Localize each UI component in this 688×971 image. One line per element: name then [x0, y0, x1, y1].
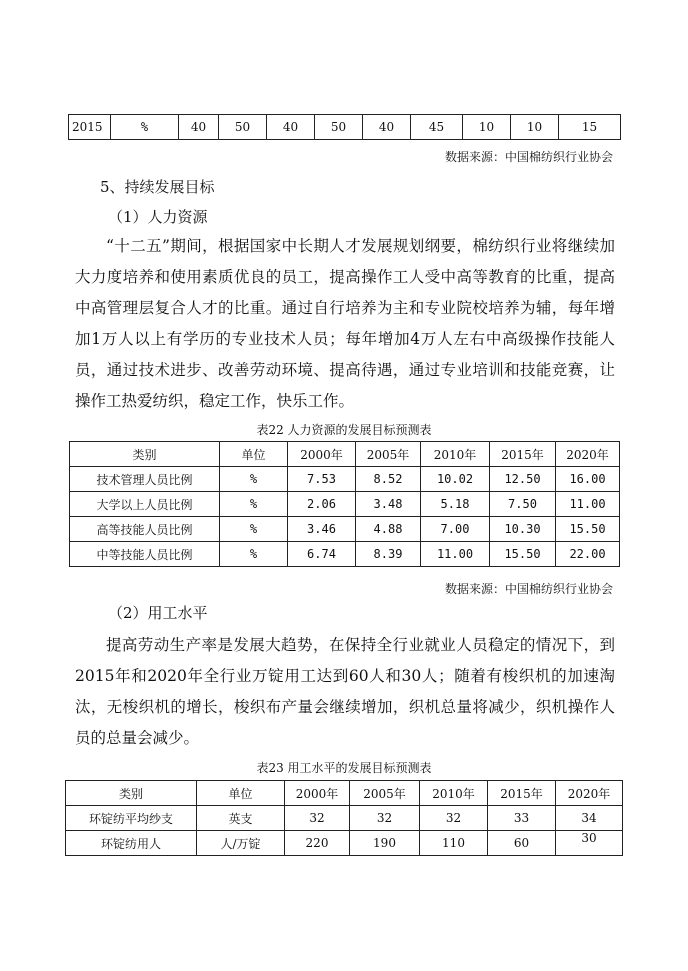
- table-cell: 40: [267, 115, 315, 140]
- table-cell: 15.50: [556, 517, 620, 542]
- table-cell: %: [220, 467, 288, 492]
- column-header: 2015年: [490, 442, 556, 467]
- data-source-note: 数据来源：中国棉纺织行业协会: [444, 150, 613, 164]
- table-header-row: [70, 442, 620, 467]
- table-row: [69, 115, 621, 140]
- table-cell: 7.00: [421, 517, 490, 542]
- column-header: 2010年: [420, 781, 488, 806]
- table-cell: 环锭纺平均纱支: [66, 806, 197, 831]
- table-cell: 40: [179, 115, 219, 140]
- top-table: [68, 114, 621, 140]
- table-cell: 32: [420, 806, 488, 831]
- table-row: [66, 831, 623, 856]
- table-cell: 15.50: [490, 542, 556, 567]
- column-header: 2000年: [285, 781, 350, 806]
- table-row: [70, 467, 620, 492]
- paragraph-labor-level: 提高劳动生产率是发展大趋势，在保持全行业就业人员稳定的情况下，到2015年和2020年全行业万锭用工达到60人和30人；随着有梭织机的加速淘汰，无梭织机的增长，梭织布产量会继续增加，织机总量将减少，织机操作人员的总量会减少。: [75, 636, 615, 747]
- table-cell: 环锭纺用人: [66, 831, 197, 856]
- table-cell: 10.30: [490, 517, 556, 542]
- table-cell: 32: [285, 806, 350, 831]
- table-cell: 45: [411, 115, 463, 140]
- table-cell: 6.74: [288, 542, 356, 567]
- column-header: 类别: [70, 442, 220, 467]
- column-header: 单位: [197, 781, 285, 806]
- table-cell: 60: [488, 831, 556, 856]
- table-cell: 32: [350, 806, 420, 831]
- table-cell: 7.53: [288, 467, 356, 492]
- table-cell: 10: [511, 115, 559, 140]
- table-cell: 人/万锭: [197, 831, 285, 856]
- column-header: 2015年: [488, 781, 556, 806]
- table-cell: 220: [285, 831, 350, 856]
- column-header: 2005年: [356, 442, 421, 467]
- table-cell: 3.48: [356, 492, 421, 517]
- table-cell: %: [220, 492, 288, 517]
- table-cell: 高等技能人员比例: [70, 517, 220, 542]
- table-22: [69, 441, 620, 567]
- table-cell: 8.39: [356, 542, 421, 567]
- table-cell: 7.50: [490, 492, 556, 517]
- column-header: 2010年: [421, 442, 490, 467]
- table-cell: 33: [488, 806, 556, 831]
- table-cell: 22.00: [556, 542, 620, 567]
- section-heading: 5、持续发展目标: [100, 178, 215, 196]
- table-cell: %: [220, 517, 288, 542]
- column-header: 2020年: [556, 442, 620, 467]
- table-cell: 英支: [197, 806, 285, 831]
- table-cell: 190: [350, 831, 420, 856]
- table-row: [70, 492, 620, 517]
- table-header-row: [66, 781, 623, 806]
- table-cell: 技术管理人员比例: [70, 467, 220, 492]
- table-cell: 2.06: [288, 492, 356, 517]
- table-cell: 50: [219, 115, 267, 140]
- subsection-heading: （2）用工水平: [108, 604, 208, 622]
- table-cell: 中等技能人员比例: [70, 542, 220, 567]
- table-cell: 30: [556, 831, 623, 856]
- table-row: [70, 542, 620, 567]
- table-cell: 11.00: [421, 542, 490, 567]
- table-cell: 15: [559, 115, 621, 140]
- table-caption: 表22 人力资源的发展目标预测表: [256, 423, 432, 437]
- table-cell: 10.02: [421, 467, 490, 492]
- table-cell: %: [220, 542, 288, 567]
- paragraph-human-resources: “十二五”期间，根据国家中长期人才发展规划纲要，棉纺织行业将继续加大力度培养和使用素质优良的员工，提高操作工人受中高等教育的比重，提高中高管理层复合人才的比重。通过自行培养为主和专业院校培养为辅，每年增加1万人以上有学历的专业技术人员；每年增加4万人左右中高级操作技能人员，通过技术进步、改善劳动环境、提高待遇，通过专业培训和技能竞赛，让操作工热爱纺织，稳定工作，快乐工作。: [75, 237, 615, 410]
- column-header: 2005年: [350, 781, 420, 806]
- subsection-heading: （1）人力资源: [108, 208, 208, 226]
- table-cell: %: [111, 115, 179, 140]
- table-cell: 110: [420, 831, 488, 856]
- column-header: 类别: [66, 781, 197, 806]
- table-cell: 3.46: [288, 517, 356, 542]
- table-caption: 表23 用工水平的发展目标预测表: [256, 761, 432, 775]
- table-cell: 11.00: [556, 492, 620, 517]
- column-header: 单位: [220, 442, 288, 467]
- column-header: 2000年: [288, 442, 356, 467]
- table-row: [66, 806, 623, 831]
- table-cell: 34: [556, 806, 623, 831]
- table-cell: 8.52: [356, 467, 421, 492]
- table-23: [65, 780, 623, 856]
- data-source-note: 数据来源：中国棉纺织行业协会: [444, 582, 613, 596]
- table-cell: 50: [315, 115, 363, 140]
- table-cell: 40: [363, 115, 411, 140]
- table-cell: 10: [463, 115, 511, 140]
- table-cell: 2015: [69, 115, 111, 140]
- table-row: [70, 517, 620, 542]
- table-cell: 5.18: [421, 492, 490, 517]
- table-cell: 16.00: [556, 467, 620, 492]
- table-cell: 4.88: [356, 517, 421, 542]
- column-header: 2020年: [556, 781, 623, 806]
- table-cell: 12.50: [490, 467, 556, 492]
- table-cell: 大学以上人员比例: [70, 492, 220, 517]
